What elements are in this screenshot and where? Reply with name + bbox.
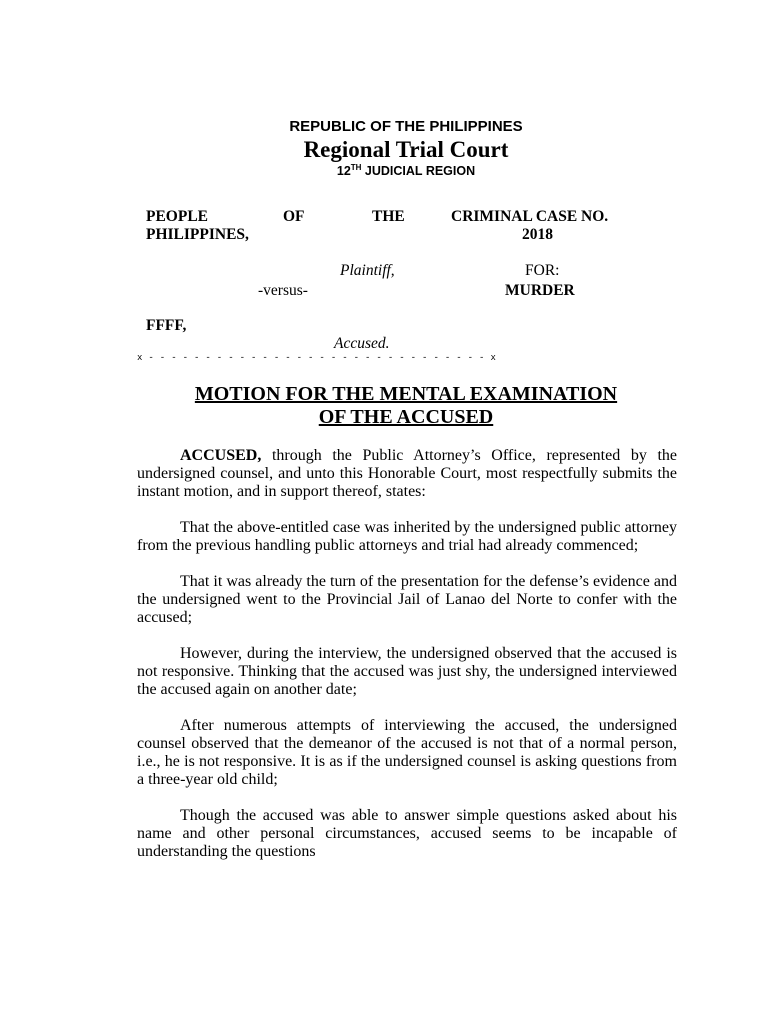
paragraph-3: That it was already the turn of the presentation for the defense’s evidence and the undersigned went to the Provincial Jail of Lanao del Norte to confer with the accused; <box>137 573 677 626</box>
region-heading <box>0 163 768 178</box>
paragraph-5: After numerous attempts of interviewing the accused, the undersigned counsel observed that the demeanor of the accused is not that of a normal person, i.e., he is not responsive. It is as if the undersigned counsel is asking questions from a three-year old child; <box>137 717 677 788</box>
region-text: JUDICIAL REGION <box>361 164 476 178</box>
motion-title-line-2: OF THE ACCUSED <box>318 406 494 428</box>
paragraph-6: Though the accused was able to answer simple questions asked about his name and other personal circumstances, accused seems to be incapable of understanding the questions <box>137 807 677 860</box>
plaintiff-role: Plaintiff, <box>340 262 395 279</box>
offense-label: MURDER <box>505 282 575 299</box>
for-label: FOR: <box>525 262 560 279</box>
motion-title-line-1: MOTION FOR THE MENTAL EXAMINATION <box>194 383 618 405</box>
region-superscript: TH <box>350 163 362 172</box>
case-number-label: CRIMINAL CASE NO. <box>451 208 609 225</box>
accused-lead: ACCUSED, <box>180 447 262 464</box>
plaintiff-line-2: PHILIPPINES, <box>146 226 249 243</box>
paragraph-1 <box>137 447 677 501</box>
region-number: 12 <box>336 164 351 178</box>
court-heading: Regional Trial Court <box>303 137 509 162</box>
republic-heading: REPUBLIC OF THE PHILIPPINES <box>289 118 523 135</box>
paragraph-4: However, during the interview, the undersigned observed that the accused is not responsive. Thinking that the accused was just shy, the undersigned interviewed the accused again on another date; <box>137 645 677 698</box>
caption-separator: x - - - - - - - - - - - - - - - - - - - - - - - - - - - - - - x <box>137 353 497 363</box>
paragraph-1-text: through the Public Attorney’s Office, represented by the undersigned counsel, and unto this Honorable Court, most respectfully submits the instant motion, and in support thereof, states: <box>137 447 677 500</box>
accused-name: FFFF, <box>146 317 187 334</box>
motion-body <box>137 447 677 861</box>
accused-role: Accused. <box>334 335 390 352</box>
versus-label: -versus- <box>258 282 308 299</box>
plaintiff-word-the: THE <box>372 208 405 225</box>
plaintiff-word-people: PEOPLE <box>146 208 209 225</box>
case-year: 2018 <box>522 226 553 243</box>
plaintiff-word-of: OF <box>283 208 305 225</box>
paragraph-2: That the above-entitled case was inherited by the undersigned public attorney from the previous handling public attorneys and trial had already commenced; <box>137 519 677 554</box>
